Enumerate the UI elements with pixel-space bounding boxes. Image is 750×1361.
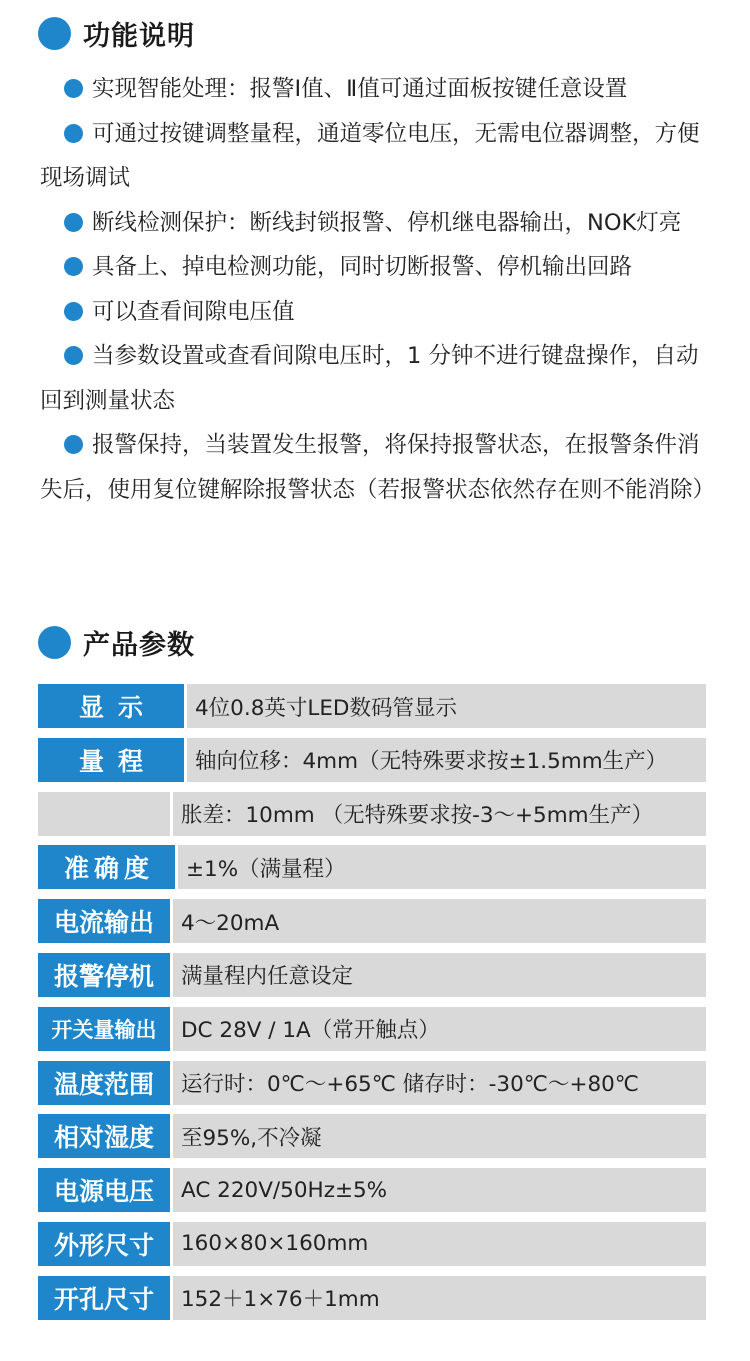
row-value: DC 28V / 1A（常开触点）: [173, 1007, 706, 1051]
row-value: 胀差：10mm （无特殊要求按-3～+5mm生产）: [173, 792, 706, 836]
row-value: ±1%（满量程）: [178, 845, 706, 889]
row-label: 开关量输出: [38, 1007, 170, 1051]
row-value: 至95%,不冷凝: [173, 1114, 706, 1158]
list-item: 具备上、掉电检测功能，同时切断报警、停机输出回路: [40, 245, 720, 290]
row-value: 160×80×160mm: [173, 1222, 706, 1266]
table-row: [38, 1222, 706, 1266]
section-title: 产品参数: [83, 630, 195, 661]
row-label: 温度范围: [38, 1061, 170, 1105]
table-row: [38, 1007, 706, 1051]
row-value: 满量程内任意设定: [173, 953, 706, 997]
list-item: 报警保持，当装置发生报警，将保持报警状态，在报警条件消失后，使用复位键解除报警状态（若报警状态依然存在则不能消除）: [40, 432, 716, 503]
table-row: [38, 1168, 706, 1212]
bullet-dot-icon: [64, 257, 83, 276]
row-label: 显示: [38, 684, 184, 728]
table-row: [38, 1061, 706, 1105]
table-row: [38, 684, 706, 728]
row-label: 量程: [38, 738, 184, 782]
list-item: 可以查看间隙电压值: [40, 290, 720, 335]
feature-list: [40, 67, 720, 512]
bullet-dot-icon: [64, 79, 83, 98]
parameter-table: [38, 684, 706, 1330]
bullet-dot-icon: [64, 124, 83, 143]
section-heading-functions: [38, 14, 195, 53]
row-label: 准确度: [38, 845, 175, 889]
table-row: [38, 899, 706, 943]
row-label: 电源电压: [38, 1168, 170, 1212]
row-label: 电流输出: [38, 899, 170, 943]
bullet-dot-icon: [64, 213, 83, 232]
section-heading-parameters: [38, 623, 195, 662]
bullet-dot-icon: [64, 435, 83, 454]
list-item: 断线检测保护：断线封锁报警、停机继电器输出，NOK灯亮: [40, 201, 720, 246]
row-label: 相对湿度: [38, 1114, 170, 1158]
table-row: [38, 1114, 706, 1158]
bullet-dot-icon: [64, 346, 83, 365]
row-value: AC 220V/50Hz±5%: [173, 1168, 706, 1212]
list-item: 实现智能处理：报警Ⅰ值、Ⅱ值可通过面板按键任意设置: [40, 67, 720, 112]
table-row: [38, 845, 706, 889]
list-item: 当参数设置或查看间隙电压时，1 分钟不进行键盘操作，自动回到测量状态: [40, 343, 699, 414]
row-label: 报警停机: [38, 953, 170, 997]
row-value: 运行时：0℃～+65℃ 储存时：-30℃～+80℃: [173, 1061, 706, 1105]
section-title: 功能说明: [83, 21, 195, 52]
table-row: [38, 1276, 706, 1320]
list-item: 可通过按键调整量程，通道零位电压，无需电位器调整，方便现场调试: [40, 120, 700, 191]
row-label: 外形尺寸: [38, 1222, 170, 1266]
row-value: 轴向位移：4mm（无特殊要求按±1.5mm生产）: [187, 738, 706, 782]
table-row: [38, 738, 706, 782]
table-row: [38, 953, 706, 997]
row-label: [38, 792, 170, 836]
bullet-circle-icon: [38, 17, 71, 50]
bullet-dot-icon: [64, 302, 83, 321]
row-value: 4～20mA: [173, 899, 706, 943]
row-value: 4位0.8英寸LED数码管显示: [187, 684, 706, 728]
table-row: [38, 792, 706, 836]
row-value: 152＋1×76＋1mm: [173, 1276, 706, 1320]
bullet-circle-icon: [38, 626, 71, 659]
row-label: 开孔尺寸: [38, 1276, 170, 1320]
